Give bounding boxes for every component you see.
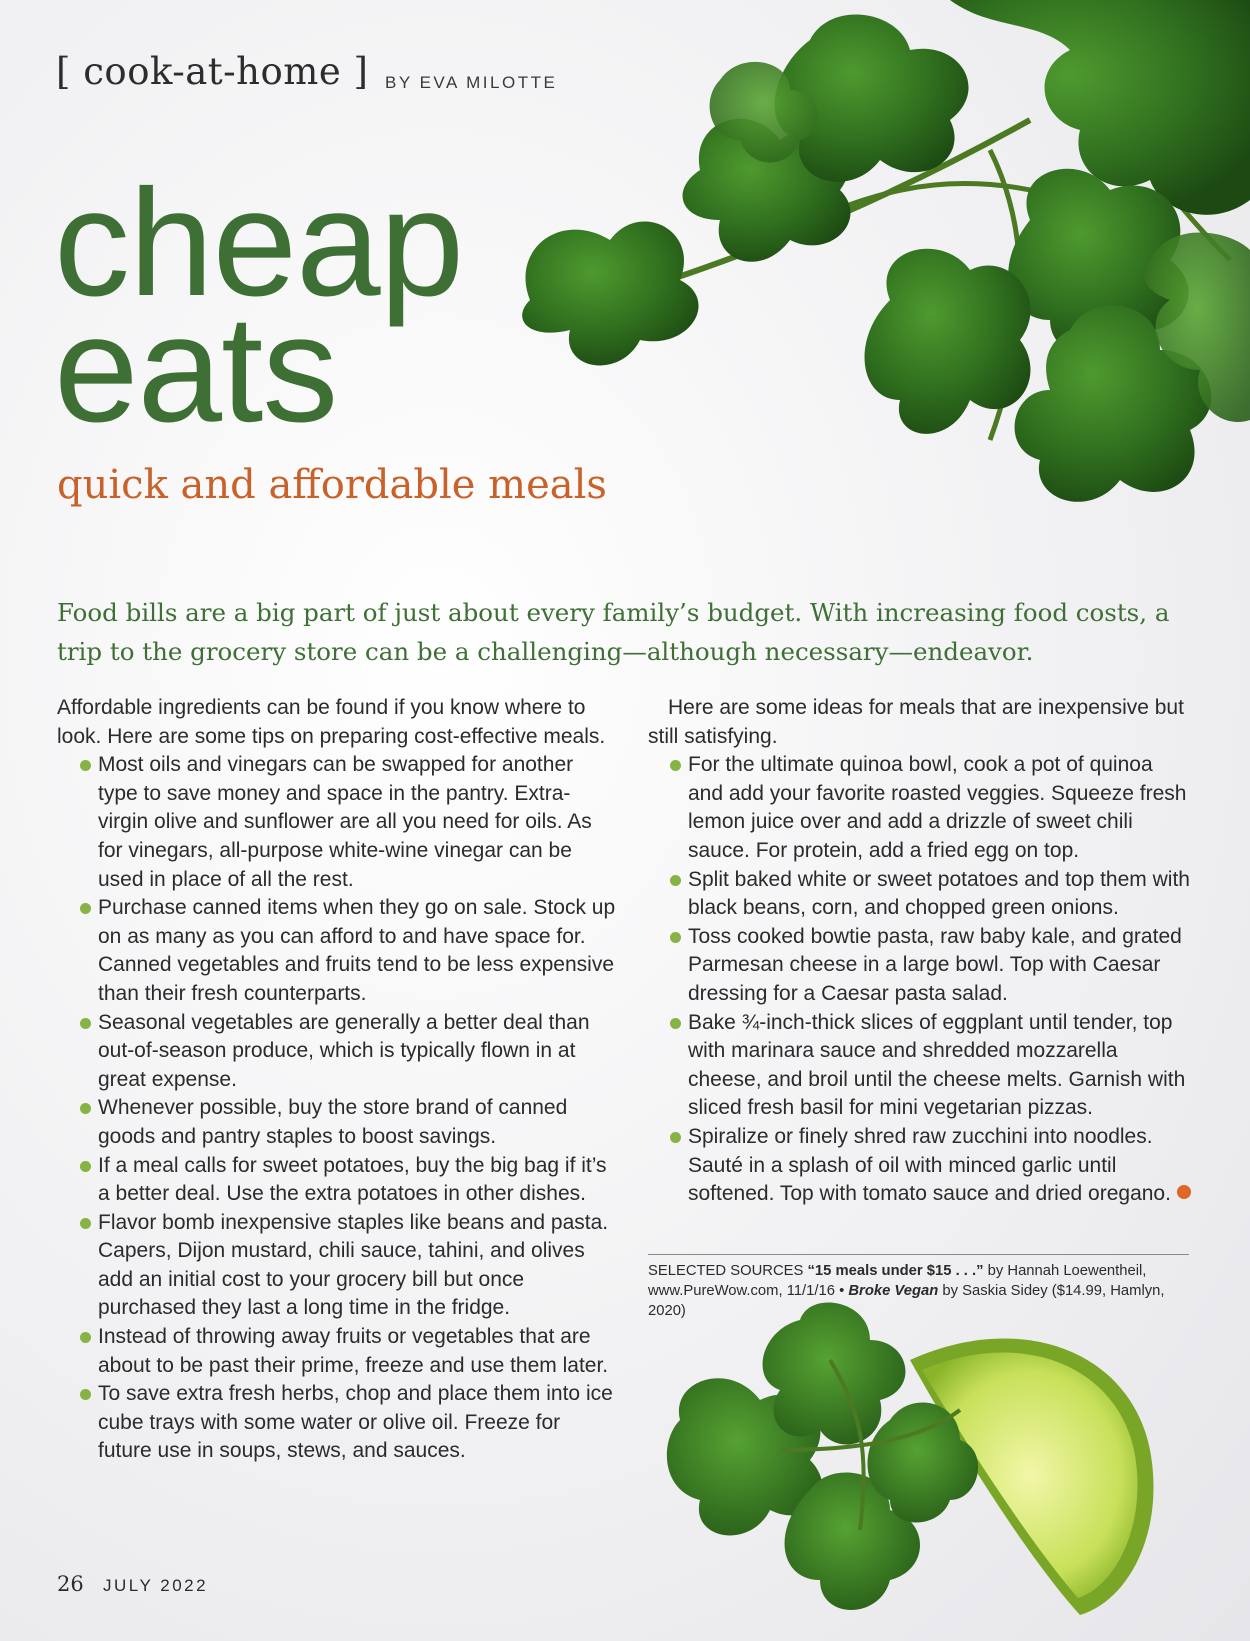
- list-item: [648, 866, 1193, 923]
- bullet-icon: [80, 903, 91, 914]
- article-subtitle: quick and affordable meals: [57, 462, 607, 508]
- tips-lead: Affordable ingredients can be found if you know where to look. Here are some tips on preparing cost-effective meals.: [57, 696, 606, 748]
- tip-text: Instead of throwing away fruits or vegetables that are about to be past their prime, freeze and use them later.: [98, 1325, 609, 1377]
- list-item: [648, 1009, 1193, 1123]
- bullet-icon: [80, 760, 91, 771]
- ideas-list: [648, 751, 1193, 1209]
- article-title: [54, 158, 464, 454]
- tips-column: [57, 694, 617, 1466]
- list-item: [57, 1323, 617, 1380]
- source-1-title: “15 meals under $15 . . .”: [807, 1263, 984, 1279]
- bullet-icon: [80, 1218, 91, 1229]
- list-item: [57, 751, 617, 894]
- tip-text: To save extra fresh herbs, chop and place them into ice cube trays with some water or olive oil. Freeze for future use in soups, stews, and sauces.: [98, 1382, 613, 1463]
- idea-text: Toss cooked bowtie pasta, raw baby kale, and grated Parmesan cheese in a large bowl. Top with Caesar dressing for a Caesar pasta salad.: [688, 924, 1182, 1005]
- idea-text: Bake ¾-inch-thick slices of eggplant until tender, top with marinara sauce and shredded mozzarella cheese, and broil until the cheese melts. Garnish with sliced fresh basil for mini vegetarian pizzas.: [688, 1010, 1186, 1120]
- tip-text: Purchase canned items when they go on sale. Stock up on as many as you can afford to and have space for. Canned vegetables and fruits tend to be less expensive than their fresh counterparts.: [98, 896, 616, 1005]
- list-item: [648, 751, 1193, 865]
- source-2-title: Broke Vegan: [848, 1283, 939, 1299]
- bullet-icon: [80, 1389, 91, 1400]
- page-number: 26: [57, 1572, 84, 1596]
- bullet-icon: [670, 932, 681, 943]
- idea-text: Split baked white or sweet potatoes and top them with black beans, corn, and chopped green onions.: [688, 867, 1190, 920]
- tip-text: Flavor bomb inexpensive staples like beans and pasta. Capers, Dijon mustard, chili sauce, tahini, and olives add an initial cost to your grocery bill but once purchased they last a long time in the fridge.: [98, 1210, 609, 1320]
- meal-ideas-column: [648, 694, 1193, 1209]
- bullet-icon: [80, 1332, 91, 1343]
- bullet-icon: [670, 1018, 681, 1029]
- bullet-icon: [80, 1103, 91, 1114]
- bullet-icon: [670, 875, 681, 886]
- list-item: [57, 1009, 617, 1095]
- tip-text: Seasonal vegetables are generally a better deal than out-of-season produce, which is typically flown in at great expense.: [98, 1010, 590, 1091]
- idea-text: For the ultimate quinoa bowl, cook a pot of quinoa and add your favorite roasted veggies. Squeeze fresh lemon juice over and add a drizzle of sweet chili sauce. For protein, add a fried egg on top.: [688, 753, 1187, 862]
- sources-note: [648, 1261, 1193, 1321]
- cilantro-lime-image: [660, 1300, 1200, 1620]
- list-item: [57, 1380, 617, 1466]
- source-2-details: by Saskia Sidey ($14.99, Hamlyn, 2020): [648, 1283, 1165, 1319]
- idea-text: Spiralize or finely shred raw zucchini into noodles. Sauté in a splash of oil with minced garlic until softened. Top with tomato sauce and dried oregano.: [688, 1124, 1171, 1206]
- bullet-icon: [80, 1018, 91, 1029]
- byline: BY EVA MILOTTE: [385, 73, 558, 92]
- tip-text: Whenever possible, buy the store brand of canned goods and pantry staples to boost savings.: [98, 1096, 568, 1148]
- list-item: [57, 1209, 617, 1323]
- list-item: [57, 1094, 617, 1151]
- list-item: [57, 894, 617, 1008]
- tips-list: [57, 751, 617, 1466]
- tip-text: Most oils and vinegars can be swapped for another type to save money and space in the pantry. Extra-virgin olive and sunflower are all you need for oils. As for vinegars, all-purpose white-wine vinegar can be used in place of all the rest.: [98, 753, 592, 891]
- bullet-icon: [670, 760, 681, 771]
- tip-text: If a meal calls for sweet potatoes, buy the big bag if it’s a better deal. Use the extra potatoes in other dishes.: [98, 1153, 607, 1206]
- section-label: [ cook-at-home ]: [56, 50, 369, 93]
- source-1-details: by Hannah Loewentheil, www.PureWow.com, 11/1/16 •: [648, 1263, 1147, 1299]
- sources-label: SELECTED SOURCES: [648, 1263, 808, 1279]
- intro-paragraph: Food bills are a big part of just about every family’s budget. With increasing food costs, a trip to the grocery store can be a challenging—although necessary—endeavor.: [57, 598, 1170, 666]
- ideas-lead: Here are some ideas for meals that are inexpensive but still satisfying.: [648, 696, 1184, 748]
- list-item: [648, 923, 1193, 1009]
- issue-date: JULY 2022: [103, 1576, 209, 1595]
- list-item: [57, 1152, 617, 1209]
- title-line-1: cheap: [54, 158, 464, 328]
- sources-divider: [648, 1254, 1189, 1255]
- bullet-icon: [670, 1132, 681, 1143]
- page-footer: [57, 1572, 208, 1597]
- bullet-icon: [80, 1161, 91, 1172]
- article-end-icon: [1177, 1185, 1191, 1199]
- list-item: [648, 1123, 1193, 1209]
- title-line-2: eats: [54, 284, 338, 454]
